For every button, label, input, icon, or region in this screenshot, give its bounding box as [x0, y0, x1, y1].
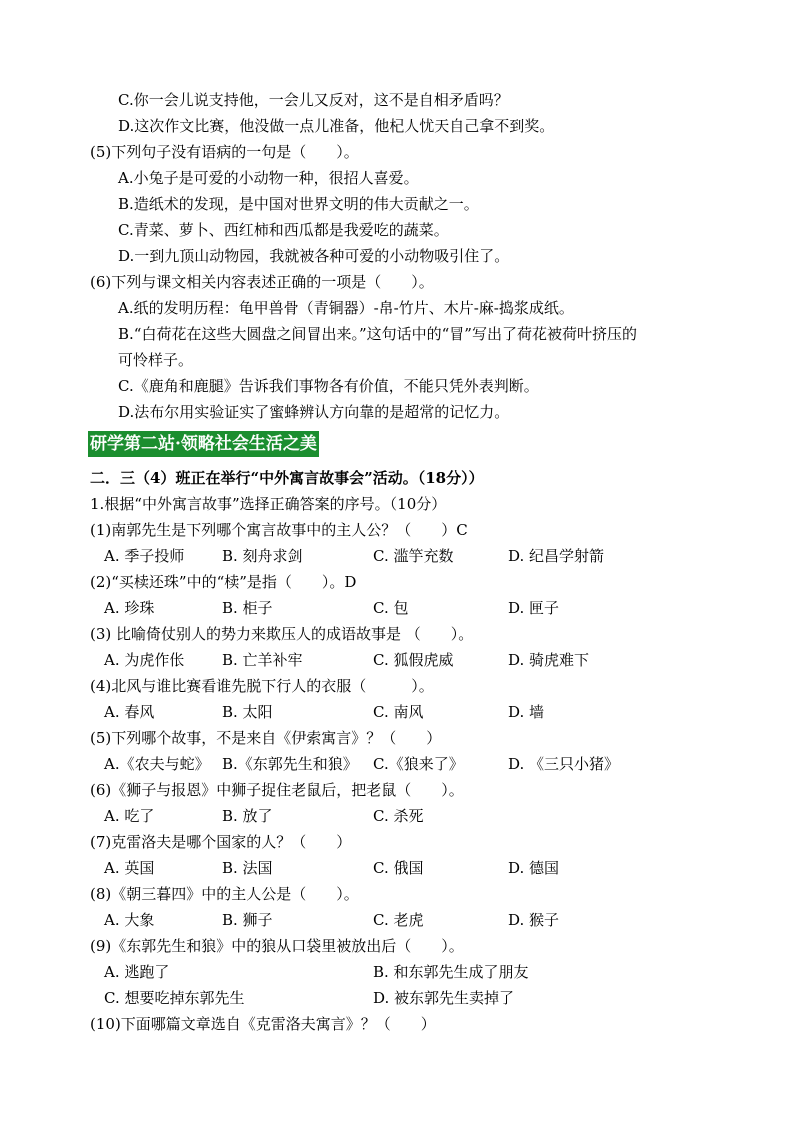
section-heading: 二．三（4）班正在举行“中外寓言故事会”活动。（18分））: [90, 469, 484, 487]
q6-option-b-line1: B.“白荷花在这些大圆盘之间冒出来。”这句话中的“冒”写出了荷花被荷叶挤压的: [118, 325, 637, 343]
subquestion-8-option-c: C. 老虎: [373, 911, 424, 929]
subquestion-4-option-a: A. 春风: [104, 703, 155, 721]
subquestion-5-option-a: A.《农夫与蛇》: [104, 755, 210, 773]
q4-option-c: C.你一会儿说支持他，一会儿又反对，这不是自相矛盾吗？: [118, 91, 509, 109]
subquestion-4-option-c: C. 南风: [373, 703, 424, 721]
subquestion-3-option-d: D. 骑虎难下: [508, 651, 590, 669]
subquestion-7-option-b: B. 法国: [222, 859, 273, 877]
q6-option-d: D.法布尔用实验证实了蜜蜂辨认方向靠的是超常的记忆力。: [118, 403, 510, 421]
subquestion-1-option-d: D. 纪昌学射箭: [508, 547, 605, 565]
subquestion-9-option-a: A. 逃跑了: [104, 963, 170, 981]
subquestion-2-stem: (2)“买椟还珠”中的“椟”是指（ ）。D: [90, 573, 357, 591]
subquestion-6-stem: (6)《狮子与报恩》中狮子捉住老鼠后，把老鼠（ ）。: [90, 781, 464, 799]
subquestion-2-option-b: B. 柜子: [222, 599, 273, 617]
subquestion-5-option-c: C.《狼来了》: [373, 755, 464, 773]
subquestion-9-stem: (9)《东郭先生和狼》中的狼从口袋里被放出后（ ）。: [90, 937, 464, 955]
subquestion-2-option-c: C. 包: [373, 599, 409, 617]
subquestion-4-option-b: B. 太阳: [222, 703, 273, 721]
subquestion-1-option-a: A. 季子投师: [104, 547, 185, 565]
q6-stem: (6)下列与课文相关内容表述正确的一项是（ ）。: [90, 273, 434, 291]
subquestion-3-option-c: C. 狐假虎威: [373, 651, 454, 669]
subquestion-9-option-c: C. 想要吃掉东郭先生: [104, 989, 245, 1007]
q4-option-d: D.这次作文比赛，他没做一点儿准备，他杞人忧天自己拿不到奖。: [118, 117, 555, 135]
subquestion-3-option-b: B. 亡羊补牢: [222, 651, 303, 669]
subquestion-5-option-b: B.《东郭先生和狼》: [222, 755, 358, 773]
subquestion-5-stem: (5)下列哪个故事，不是来自《伊索寓言》？（ ）: [90, 729, 442, 747]
q5-option-a: A.小兔子是可爱的小动物一种，很招人喜爱。: [118, 169, 419, 187]
subquestion-1-option-c: C. 滥竽充数: [373, 547, 454, 565]
q6-option-c: C.《鹿角和鹿腿》告诉我们事物各有价值，不能只凭外表判断。: [118, 377, 539, 395]
subquestion-3-stem: (3) 比喻倚仗别人的势力来欺压人的成语故事是 （ ）。: [90, 625, 474, 643]
subquestion-4-stem: (4)北风与谁比赛看谁先脱下行人的衣服（ ）。: [90, 677, 434, 695]
q5-stem: (5)下列句子没有语病的一句是（ ）。: [90, 143, 359, 161]
q5-option-d: D.一到九顶山动物园，我就被各种可爱的小动物吸引住了。: [118, 247, 510, 265]
q6-option-b-line2: 可怜样子。: [118, 351, 194, 369]
q5-option-c: C.青菜、萝卜、西红柿和西瓜都是我爱吃的蔬菜。: [118, 221, 449, 239]
subquestion-8-option-a: A. 大象: [104, 911, 155, 929]
subquestion-1-option-b: B. 刻舟求剑: [222, 547, 303, 565]
subquestion-8-stem: (8)《朝三暮四》中的主人公是（ ）。: [90, 885, 359, 903]
subquestion-1-stem: (1)南郭先生是下列哪个寓言故事中的主人公？（ ）C: [90, 521, 468, 539]
subquestion-4-option-d: D. 墙: [508, 703, 545, 721]
subquestion-7-option-d: D. 德国: [508, 859, 560, 877]
q5-option-b: B.造纸术的发现，是中国对世界文明的伟大贡献之一。: [118, 195, 479, 213]
subquestion-6-option-b: B. 放了: [222, 807, 273, 825]
subquestion-9-option-b: B. 和东郭先生成了朋友: [373, 963, 529, 981]
question-1-stem: 1.根据“中外寓言故事”选择正确答案的序号。（10分）: [90, 495, 447, 513]
subquestion-6-option-c: C. 杀死: [373, 807, 424, 825]
subquestion-7-option-a: A. 英国: [104, 859, 155, 877]
section-banner: 研学第二站·领略社会生活之美: [88, 431, 319, 457]
subquestion-7-option-c: C. 俄国: [373, 859, 424, 877]
subquestion-2-option-a: A. 珍珠: [104, 599, 155, 617]
subquestion-7-stem: (7)克雷洛夫是哪个国家的人？（ ）: [90, 833, 352, 851]
q6-option-a: A.纸的发明历程：龟甲兽骨（青铜器）-帛-竹片、木片-麻-捣浆成纸。: [118, 299, 574, 317]
subquestion-8-option-b: B. 狮子: [222, 911, 273, 929]
subquestion-8-option-d: D. 猴子: [508, 911, 560, 929]
subquestion-2-option-d: D. 匣子: [508, 599, 560, 617]
subquestion-3-option-a: A. 为虎作伥: [104, 651, 185, 669]
subquestion-6-option-a: A. 吃了: [104, 807, 155, 825]
subquestion-9-option-d: D. 被东郭先生卖掉了: [373, 989, 515, 1007]
subquestion-5-option-d: D. 《三只小猪》: [508, 755, 620, 773]
subquestion-10-stem: (10)下面哪篇文章选自《克雷洛夫寓言》？（ ）: [90, 1015, 436, 1033]
